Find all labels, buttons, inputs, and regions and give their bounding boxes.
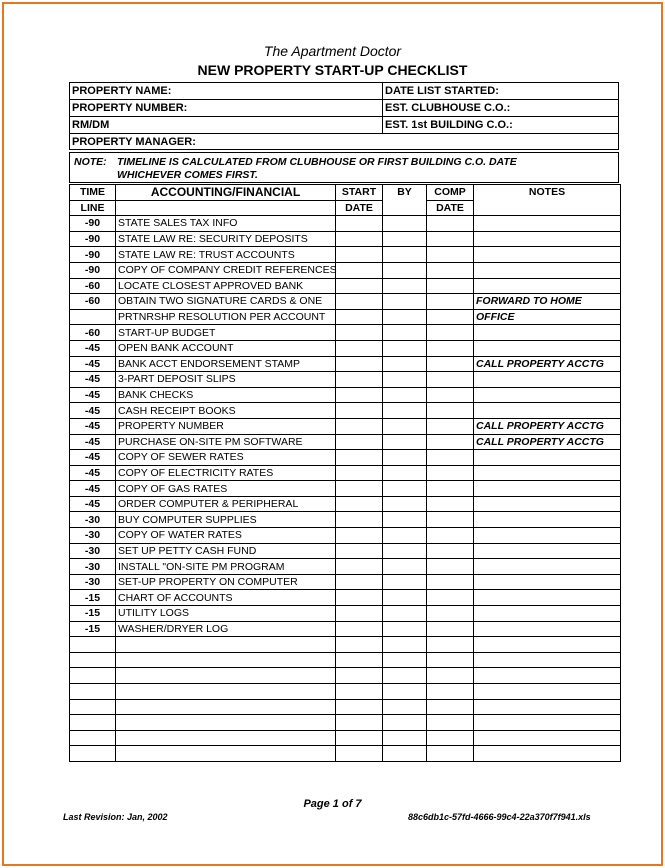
by-cell <box>383 340 427 356</box>
by-cell <box>383 512 427 528</box>
start-date-cell <box>336 309 383 325</box>
property-number-label: PROPERTY NUMBER: <box>72 102 188 114</box>
notes-cell <box>474 512 621 528</box>
table-row <box>70 621 621 637</box>
start-date-cell <box>336 450 383 466</box>
by-cell <box>383 216 427 232</box>
table-row <box>70 340 621 356</box>
last-revision: Last Revision: Jan, 2002 <box>63 812 168 822</box>
start-date-cell <box>336 512 383 528</box>
time-cell: -45 <box>70 340 116 356</box>
comp-date-cell <box>427 356 474 372</box>
table-row <box>70 325 621 341</box>
task-cell: SET-UP PROPERTY ON COMPUTER <box>116 574 336 590</box>
notes-cell <box>474 684 621 700</box>
notes-cell <box>474 606 621 622</box>
task-cell: PROPERTY NUMBER <box>116 418 336 434</box>
by-cell <box>383 715 427 731</box>
comp-date-cell <box>427 543 474 559</box>
info-row <box>70 134 618 151</box>
task-cell: LOCATE CLOSEST APPROVED BANK <box>116 278 336 294</box>
notes-cell <box>474 372 621 388</box>
by-cell <box>383 559 427 575</box>
table-row <box>70 387 621 403</box>
comp-date-cell <box>427 652 474 668</box>
notes-cell <box>474 559 621 575</box>
by-cell <box>383 730 427 746</box>
time-cell <box>70 637 116 653</box>
table-row <box>70 434 621 450</box>
task-cell: PRTNRSHP RESOLUTION PER ACCOUNT <box>116 309 336 325</box>
table-row <box>70 543 621 559</box>
time-cell <box>70 730 116 746</box>
notes-cell <box>474 574 621 590</box>
notes-cell <box>474 621 621 637</box>
notes-cell <box>474 387 621 403</box>
table-row <box>70 450 621 466</box>
task-cell: BANK CHECKS <box>116 387 336 403</box>
notes-cell <box>474 481 621 497</box>
task-cell <box>116 699 336 715</box>
time-cell <box>70 684 116 700</box>
comp-date-cell <box>427 216 474 232</box>
task-cell <box>116 730 336 746</box>
by-cell <box>383 621 427 637</box>
comp-date-header: DATE <box>427 200 474 216</box>
comp-date-cell <box>427 450 474 466</box>
note-text-line-2: WHICHEVER COMES FIRST. <box>117 169 258 181</box>
notes-cell <box>474 216 621 232</box>
start-date-cell <box>336 356 383 372</box>
by-cell <box>383 372 427 388</box>
comp-date-cell <box>427 668 474 684</box>
time-cell: -30 <box>70 543 116 559</box>
table-row <box>70 699 621 715</box>
start-date-cell <box>336 668 383 684</box>
section-header: ACCOUNTING/FINANCIAL <box>116 185 336 201</box>
time-cell <box>70 652 116 668</box>
table-row <box>70 715 621 731</box>
property-manager-label: PROPERTY MANAGER: <box>72 136 196 148</box>
notes-cell <box>474 496 621 512</box>
notes-cell <box>474 730 621 746</box>
task-cell <box>116 684 336 700</box>
comp-date-cell <box>427 621 474 637</box>
notes-cell: CALL PROPERTY ACCTG <box>474 434 621 450</box>
table-row <box>70 372 621 388</box>
by-cell <box>383 403 427 419</box>
by-cell <box>383 309 427 325</box>
table-row <box>70 606 621 622</box>
task-cell: UTILITY LOGS <box>116 606 336 622</box>
start-date-cell <box>336 559 383 575</box>
task-cell <box>116 637 336 653</box>
note-text-line-1: TIMELINE IS CALCULATED FROM CLUBHOUSE OR FIRST BUILDING C.O. DATE <box>117 156 517 168</box>
start-date-cell <box>336 465 383 481</box>
task-cell <box>116 652 336 668</box>
time-cell: -15 <box>70 606 116 622</box>
table-row <box>70 512 621 528</box>
page-number: Page 1 of 7 <box>303 798 362 810</box>
task-cell: WASHER/DRYER LOG <box>116 621 336 637</box>
start-date-cell <box>336 216 383 232</box>
table-row <box>70 637 621 653</box>
table-row <box>70 481 621 497</box>
comp-date-cell <box>427 715 474 731</box>
task-cell <box>116 746 336 762</box>
task-cell: OPEN BANK ACCOUNT <box>116 340 336 356</box>
time-cell: -60 <box>70 325 116 341</box>
by-cell <box>383 262 427 278</box>
time-cell: -60 <box>70 278 116 294</box>
table-row <box>70 574 621 590</box>
page-title: NEW PROPERTY START-UP CHECKLIST <box>197 62 468 78</box>
notes-cell <box>474 528 621 544</box>
notes-cell <box>474 652 621 668</box>
by-cell <box>383 278 427 294</box>
comp-date-cell <box>427 247 474 263</box>
comp-date-cell <box>427 403 474 419</box>
start-date-cell <box>336 730 383 746</box>
time-cell: -45 <box>70 481 116 497</box>
comp-date-cell <box>427 387 474 403</box>
task-cell: BANK ACCT ENDORSEMENT STAMP <box>116 356 336 372</box>
time-cell: -15 <box>70 590 116 606</box>
company-name: The Apartment Doctor <box>263 43 402 59</box>
notes-cell <box>474 590 621 606</box>
by-cell <box>383 496 427 512</box>
notes-cell <box>474 699 621 715</box>
by-cell <box>383 231 427 247</box>
time-cell: -60 <box>70 294 116 310</box>
by-cell <box>383 450 427 466</box>
task-cell <box>116 715 336 731</box>
by-cell <box>383 652 427 668</box>
notes-cell <box>474 325 621 341</box>
time-cell <box>70 746 116 762</box>
task-cell: CHART OF ACCOUNTS <box>116 590 336 606</box>
task-cell: PURCHASE ON-SITE PM SOFTWARE <box>116 434 336 450</box>
info-row <box>70 100 618 117</box>
date-list-started-label: DATE LIST STARTED: <box>385 85 499 97</box>
time-cell <box>70 309 116 325</box>
table-row <box>70 746 621 762</box>
start-date-header: DATE <box>336 200 383 216</box>
task-cell: COPY OF WATER RATES <box>116 528 336 544</box>
comp-date-cell <box>427 496 474 512</box>
task-cell: STATE SALES TAX INFO <box>116 216 336 232</box>
table-row <box>70 684 621 700</box>
task-cell: COPY OF SEWER RATES <box>116 450 336 466</box>
table-row <box>70 247 621 263</box>
note-label: NOTE: <box>74 156 107 168</box>
time-cell: -45 <box>70 403 116 419</box>
time-cell <box>70 668 116 684</box>
start-date-cell <box>336 403 383 419</box>
comp-date-cell <box>427 309 474 325</box>
table-row <box>70 668 621 684</box>
by-cell <box>383 574 427 590</box>
start-date-cell <box>336 294 383 310</box>
notes-cell <box>474 262 621 278</box>
est-clubhouse-co-label: EST. CLUBHOUSE C.O.: <box>385 102 511 114</box>
task-cell: START-UP BUDGET <box>116 325 336 341</box>
by-cell <box>383 325 427 341</box>
start-date-cell <box>336 434 383 450</box>
task-cell: COPY OF GAS RATES <box>116 481 336 497</box>
start-date-cell <box>336 715 383 731</box>
start-date-cell <box>336 652 383 668</box>
est-first-building-co-label: EST. 1st BUILDING C.O.: <box>385 119 513 131</box>
time-cell <box>70 699 116 715</box>
table-row <box>70 652 621 668</box>
start-date-cell <box>336 325 383 341</box>
property-name-label: PROPERTY NAME: <box>72 85 172 97</box>
comp-date-cell <box>427 340 474 356</box>
task-cell: COPY OF ELECTRICITY RATES <box>116 465 336 481</box>
by-cell <box>383 356 427 372</box>
start-date-cell <box>336 590 383 606</box>
comp-date-cell <box>427 325 474 341</box>
task-cell: INSTALL "ON-SITE PM PROGRAM <box>116 559 336 575</box>
start-date-cell <box>336 528 383 544</box>
by-header: BY <box>383 185 427 216</box>
table-row <box>70 294 621 310</box>
time-cell: -45 <box>70 356 116 372</box>
start-date-cell <box>336 684 383 700</box>
start-date-cell <box>336 574 383 590</box>
line-header: LINE <box>70 200 116 216</box>
comp-date-cell <box>427 730 474 746</box>
comp-date-cell <box>427 294 474 310</box>
table-row <box>70 231 621 247</box>
task-cell: COPY OF COMPANY CREDIT REFERENCES <box>116 262 336 278</box>
notes-cell: CALL PROPERTY ACCTG <box>474 356 621 372</box>
time-cell: -45 <box>70 387 116 403</box>
by-cell <box>383 637 427 653</box>
start-date-cell <box>336 621 383 637</box>
start-date-cell <box>336 543 383 559</box>
property-info-box <box>69 82 619 150</box>
table-row <box>70 496 621 512</box>
task-cell: STATE LAW RE: SECURITY DEPOSITS <box>116 231 336 247</box>
by-cell <box>383 528 427 544</box>
task-cell: 3-PART DEPOSIT SLIPS <box>116 372 336 388</box>
task-cell: ORDER COMPUTER & PERIPHERAL <box>116 496 336 512</box>
table-row <box>70 309 621 325</box>
time-cell: -45 <box>70 496 116 512</box>
timeline-note <box>69 152 619 183</box>
start-date-cell <box>336 496 383 512</box>
comp-date-cell <box>427 684 474 700</box>
notes-cell <box>474 340 621 356</box>
comp-date-cell <box>427 559 474 575</box>
section-header-blank <box>116 200 336 216</box>
task-cell: OBTAIN TWO SIGNATURE CARDS & ONE <box>116 294 336 310</box>
notes-cell <box>474 403 621 419</box>
table-row <box>70 559 621 575</box>
comp-header: COMP <box>427 185 474 201</box>
start-date-cell <box>336 481 383 497</box>
comp-date-cell <box>427 637 474 653</box>
comp-date-cell <box>427 278 474 294</box>
notes-cell: FORWARD TO HOME <box>474 294 621 310</box>
table-row <box>70 216 621 232</box>
notes-header: NOTES <box>474 185 621 216</box>
comp-date-cell <box>427 418 474 434</box>
by-cell <box>383 294 427 310</box>
by-cell <box>383 387 427 403</box>
comp-date-cell <box>427 512 474 528</box>
by-cell <box>383 668 427 684</box>
comp-date-cell <box>427 372 474 388</box>
by-cell <box>383 418 427 434</box>
time-cell: -90 <box>70 216 116 232</box>
table-row <box>70 590 621 606</box>
table-row <box>70 730 621 746</box>
by-cell <box>383 247 427 263</box>
rm-dm-label: RM/DM <box>72 119 110 131</box>
notes-cell <box>474 668 621 684</box>
comp-date-cell <box>427 746 474 762</box>
comp-date-cell <box>427 590 474 606</box>
start-date-cell <box>336 231 383 247</box>
time-cell: -45 <box>70 418 116 434</box>
comp-date-cell <box>427 231 474 247</box>
notes-cell <box>474 247 621 263</box>
task-cell: SET UP PETTY CASH FUND <box>116 543 336 559</box>
by-cell <box>383 746 427 762</box>
comp-date-cell <box>427 262 474 278</box>
start-date-cell <box>336 278 383 294</box>
comp-date-cell <box>427 574 474 590</box>
time-header: TIME <box>70 185 116 201</box>
comp-date-cell <box>427 528 474 544</box>
table-row <box>70 403 621 419</box>
time-cell <box>70 715 116 731</box>
notes-cell <box>474 450 621 466</box>
comp-date-cell <box>427 606 474 622</box>
table-row <box>70 465 621 481</box>
time-cell: -90 <box>70 262 116 278</box>
checklist-table <box>69 184 621 762</box>
time-cell: -30 <box>70 574 116 590</box>
file-name: 88c6db1c-57fd-4666-99c4-22a370f7f941.xls <box>408 812 591 822</box>
comp-date-cell <box>427 699 474 715</box>
table-row <box>70 278 621 294</box>
notes-cell <box>474 715 621 731</box>
start-date-cell <box>336 387 383 403</box>
by-cell <box>383 543 427 559</box>
time-cell: -90 <box>70 247 116 263</box>
info-row <box>70 117 618 134</box>
notes-cell <box>474 278 621 294</box>
task-cell: BUY COMPUTER SUPPLIES <box>116 512 336 528</box>
start-date-cell <box>336 637 383 653</box>
start-date-cell <box>336 262 383 278</box>
time-cell: -90 <box>70 231 116 247</box>
header-row <box>70 185 621 201</box>
time-cell: -45 <box>70 434 116 450</box>
start-date-cell <box>336 372 383 388</box>
table-row <box>70 528 621 544</box>
notes-cell <box>474 637 621 653</box>
start-date-cell <box>336 746 383 762</box>
by-cell <box>383 606 427 622</box>
start-header: START <box>336 185 383 201</box>
notes-cell: CALL PROPERTY ACCTG <box>474 418 621 434</box>
task-cell: STATE LAW RE: TRUST ACCOUNTS <box>116 247 336 263</box>
time-cell: -15 <box>70 621 116 637</box>
by-cell <box>383 684 427 700</box>
table-row <box>70 356 621 372</box>
start-date-cell <box>336 699 383 715</box>
task-cell: CASH RECEIPT BOOKS <box>116 403 336 419</box>
task-cell <box>116 668 336 684</box>
notes-cell <box>474 543 621 559</box>
comp-date-cell <box>427 434 474 450</box>
time-cell: -45 <box>70 465 116 481</box>
notes-cell <box>474 465 621 481</box>
table-row <box>70 418 621 434</box>
start-date-cell <box>336 418 383 434</box>
table-row <box>70 262 621 278</box>
time-cell: -30 <box>70 528 116 544</box>
comp-date-cell <box>427 481 474 497</box>
by-cell <box>383 590 427 606</box>
notes-cell: OFFICE <box>474 309 621 325</box>
by-cell <box>383 481 427 497</box>
time-cell: -45 <box>70 372 116 388</box>
time-cell: -30 <box>70 512 116 528</box>
time-cell: -45 <box>70 450 116 466</box>
by-cell <box>383 465 427 481</box>
time-cell: -30 <box>70 559 116 575</box>
start-date-cell <box>336 606 383 622</box>
by-cell <box>383 434 427 450</box>
by-cell <box>383 699 427 715</box>
start-date-cell <box>336 340 383 356</box>
start-date-cell <box>336 247 383 263</box>
notes-cell <box>474 231 621 247</box>
notes-cell <box>474 746 621 762</box>
info-row <box>70 83 618 100</box>
comp-date-cell <box>427 465 474 481</box>
